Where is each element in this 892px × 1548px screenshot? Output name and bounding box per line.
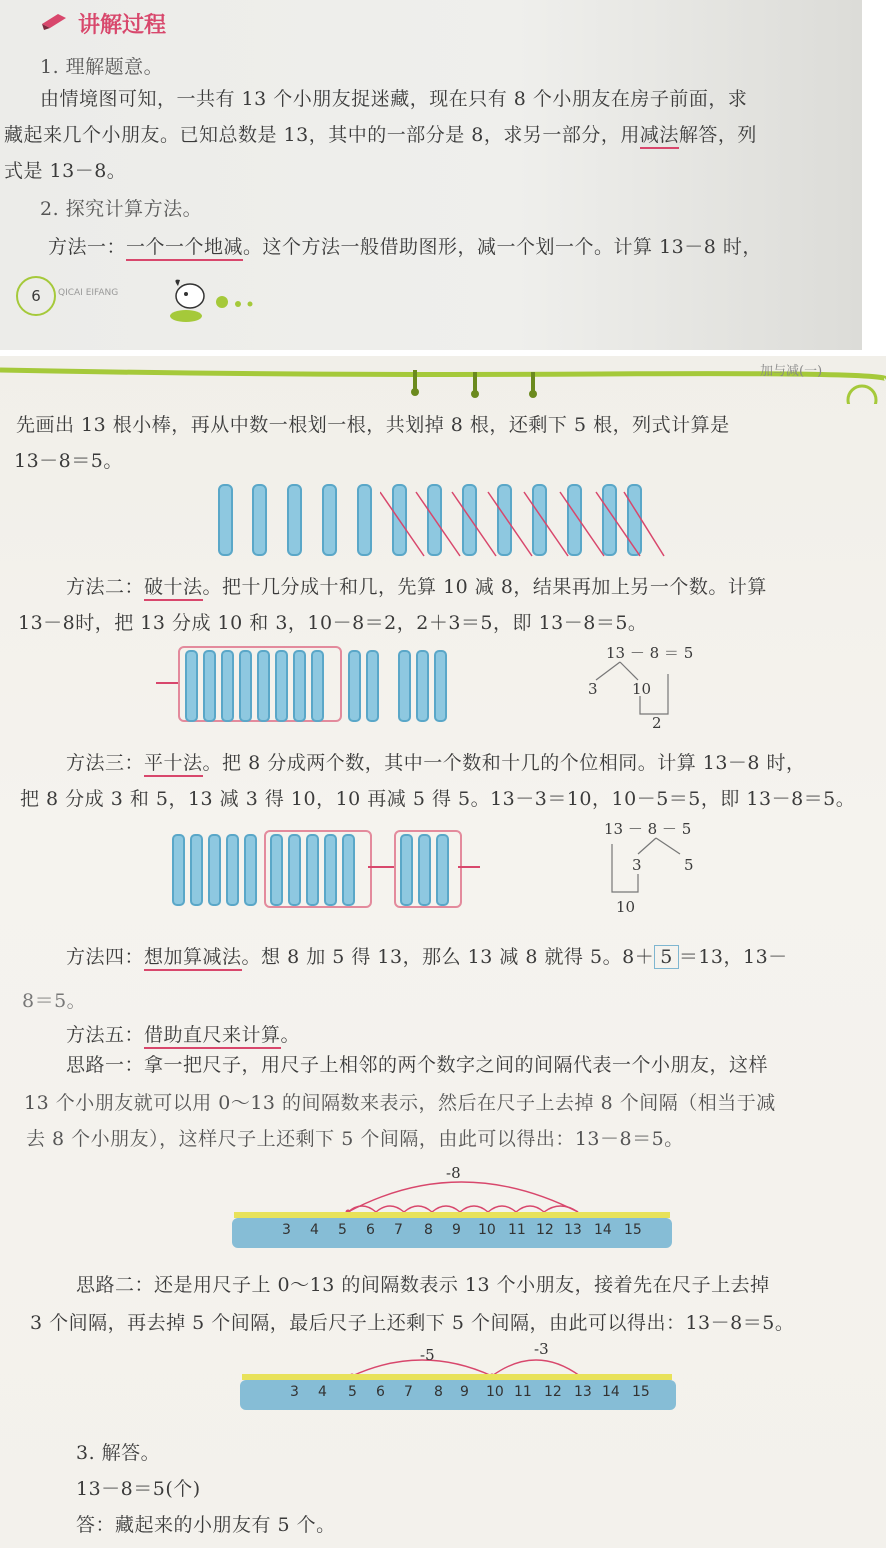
ruler1-arcs [330,1162,600,1218]
idea1-line2: 13 个小朋友就可以用 0～13 的间隔数来表示，然后在尺子上去掉 8 个间隔（相当于减 [24,1092,776,1114]
step1-line2-end: 解答，列 [678,124,757,146]
step2-title: 2. 探究计算方法。 [40,198,203,220]
method2-line1 [66,572,767,599]
stick [400,834,413,906]
method5-line [66,1020,300,1047]
stick [270,834,283,906]
method3-text: 。把 8 分成两个数，其中一个数和十几的个位相同。计算 13－8 时， [202,752,806,774]
ruler2-number: 15 [632,1384,650,1400]
ruler2-number: 14 [602,1384,620,1400]
method4-prefix: 方法四： [66,946,145,968]
method1-line [48,232,762,259]
diagram-lines [600,836,700,916]
stick [239,650,252,722]
step1-line3: 式是 13－8。 [4,160,127,182]
stick [275,650,288,722]
stick [418,834,431,906]
ruler1-number: 11 [508,1222,526,1238]
method5-dot: 。 [280,1024,301,1046]
footer-brand: QICAI EIFANG [58,288,119,298]
method5-prefix: 方法五： [66,1024,145,1046]
diagram-right: 10 [632,680,652,698]
pencil-icon [40,10,74,32]
method1-name: 一个一个地减 [126,236,243,261]
ruler1-number: 12 [536,1222,554,1238]
diagram-left: 3 [588,680,598,698]
method3-name: 平十法 [144,752,203,777]
stick [257,650,270,722]
ruler1-number: 3 [282,1222,291,1238]
stick [226,834,239,906]
method3-line2: 把 8 分成 3 和 5，13 减 3 得 10，10 再减 5 得 5。13－3＝10，10－5＝5，即 13－8＝5。 [20,788,856,810]
ruler1-number: 7 [394,1222,403,1238]
stick [287,484,302,556]
step3-calculation: 13－8＝5(个) [76,1478,201,1500]
ruler1-number: 10 [478,1222,496,1238]
ruler2-arc2-label: -3 [534,1340,549,1358]
stick [190,834,203,906]
method4-name: 想加算减法 [144,946,242,971]
ruler1-number: 5 [338,1222,347,1238]
ruler2-arc1-label: -5 [420,1346,435,1364]
ruler1-number: 13 [564,1222,582,1238]
stick [434,650,447,722]
method1-prefix: 方法一： [48,236,127,258]
stick [185,650,198,722]
stick [436,834,449,906]
arrow-line [156,682,178,684]
answer-box: 5 [654,945,679,969]
m1-cont-line1: 先画出 13 根小棒，再从中数一根划一根，共划掉 8 根，还剩下 5 根，列式计算是 [16,414,730,436]
ruler1-number: 15 [624,1222,642,1238]
ruler1-number: 4 [310,1222,319,1238]
step3-title: 3. 解答。 [76,1442,161,1464]
step1-line1: 由情境图可知，一共有 13 个小朋友捉迷藏，现在只有 8 个小朋友在房子前面，求 [40,88,748,110]
ruler1-number: 9 [452,1222,461,1238]
stick [288,834,301,906]
ruler2-number: 13 [574,1384,592,1400]
method4-text-end: ＝13，13－ [678,946,788,968]
ruler1-number: 8 [424,1222,433,1238]
highlight-subtraction: 减法 [640,124,679,149]
stick [322,484,337,556]
method5-name: 借助直尺来计算 [144,1024,281,1049]
ruler1-number: 6 [366,1222,375,1238]
method4-line2: 8＝5。 [22,990,87,1012]
arrow-line [458,866,480,868]
diagram-bottom: 10 [616,898,636,916]
page-top [0,0,862,350]
ruler2-number: 6 [376,1384,385,1400]
method1-text: 。这个方法一般借助图形，减一个划一个。计算 13－8 时， [243,236,762,258]
ruler2-number: 8 [434,1384,443,1400]
diagram-equation: 13 － 8 － 5 [604,820,692,838]
idea2-line1: 思路二：还是用尺子上 0～13 的间隔数表示 13 个小朋友，接着先在尺子上去掉 [76,1274,770,1296]
ruler2-number: 4 [318,1384,327,1400]
m1-cont-line2: 13－8＝5。 [14,450,123,472]
cartoon-dog-illustration [150,272,270,324]
stick [357,484,372,556]
stick [306,834,319,906]
method3-line1 [66,748,806,775]
idea1-line3: 去 8 个小朋友），这样尺子上还剩下 5 个间隔，由此可以得出：13－8＝5。 [26,1128,684,1150]
section-title: 讲解过程 [78,12,167,38]
stick [218,484,233,556]
stick [252,484,267,556]
stick [311,650,324,722]
ruler2-number: 3 [290,1384,299,1400]
method2-prefix: 方法二： [66,576,145,598]
method4-text: 。想 8 加 5 得 13，那么 13 减 8 就得 5。8＋ [241,946,655,968]
stick [172,834,185,906]
ruler2-number: 12 [544,1384,562,1400]
ruler2-number: 5 [348,1384,357,1400]
idea2-line2: 3 个间隔，再去掉 5 个间隔，最后尺子上还剩下 5 个间隔，由此可以得出：13－8＝5。 [30,1312,795,1334]
diagram-bottom: 2 [652,714,662,732]
stick [244,834,257,906]
method2-text: 。把十几分成十和几，先算 10 减 8，结果再加上另一个数。计算 [202,576,767,598]
idea1-line1: 思路一：拿一把尺子，用尺子上相邻的两个数字之间的间隔代表一个小朋友，这样 [66,1054,769,1076]
method4-line1 [66,942,788,969]
ruler1-number: 14 [594,1222,612,1238]
stick [324,834,337,906]
step1-line2-text: 藏起来几个小朋友。已知总数是 13，其中的一部分是 8，求另一部分，用 [4,124,640,146]
stick [366,650,379,722]
header-tag: 加与减(一) [760,364,823,379]
ruler2-number: 9 [460,1384,469,1400]
stick [203,650,216,722]
stick [398,650,411,722]
stick [416,650,429,722]
diagram-equation: 13 － 8 ＝ 5 [606,644,694,662]
stick [348,650,361,722]
ruler2-number: 7 [404,1384,413,1400]
step1-title: 1. 理解题意。 [40,56,164,78]
method3-prefix: 方法三： [66,752,145,774]
method2-name: 破十法 [144,576,203,601]
diagram-left: 3 [632,856,642,874]
arrow-line [368,866,394,868]
ruler2-number: 11 [514,1384,532,1400]
diagram-right: 5 [684,856,694,874]
stick [208,834,221,906]
method2-line2: 13－8时，把 13 分成 10 和 3，10－8＝2，2＋3＝5，即 13－8＝5。 [18,612,648,634]
stick [293,650,306,722]
ruler1-arc-label: -8 [446,1164,461,1182]
cross-out-strokes [380,486,670,562]
stick [342,834,355,906]
page-number: 6 [16,276,56,316]
ruler2-number: 10 [486,1384,504,1400]
stick [221,650,234,722]
step1-line2 [4,120,757,147]
step3-answer: 答：藏起来的小朋友有 5 个。 [76,1514,336,1536]
page-bottom [0,356,886,1548]
header-green-bar [0,364,886,378]
